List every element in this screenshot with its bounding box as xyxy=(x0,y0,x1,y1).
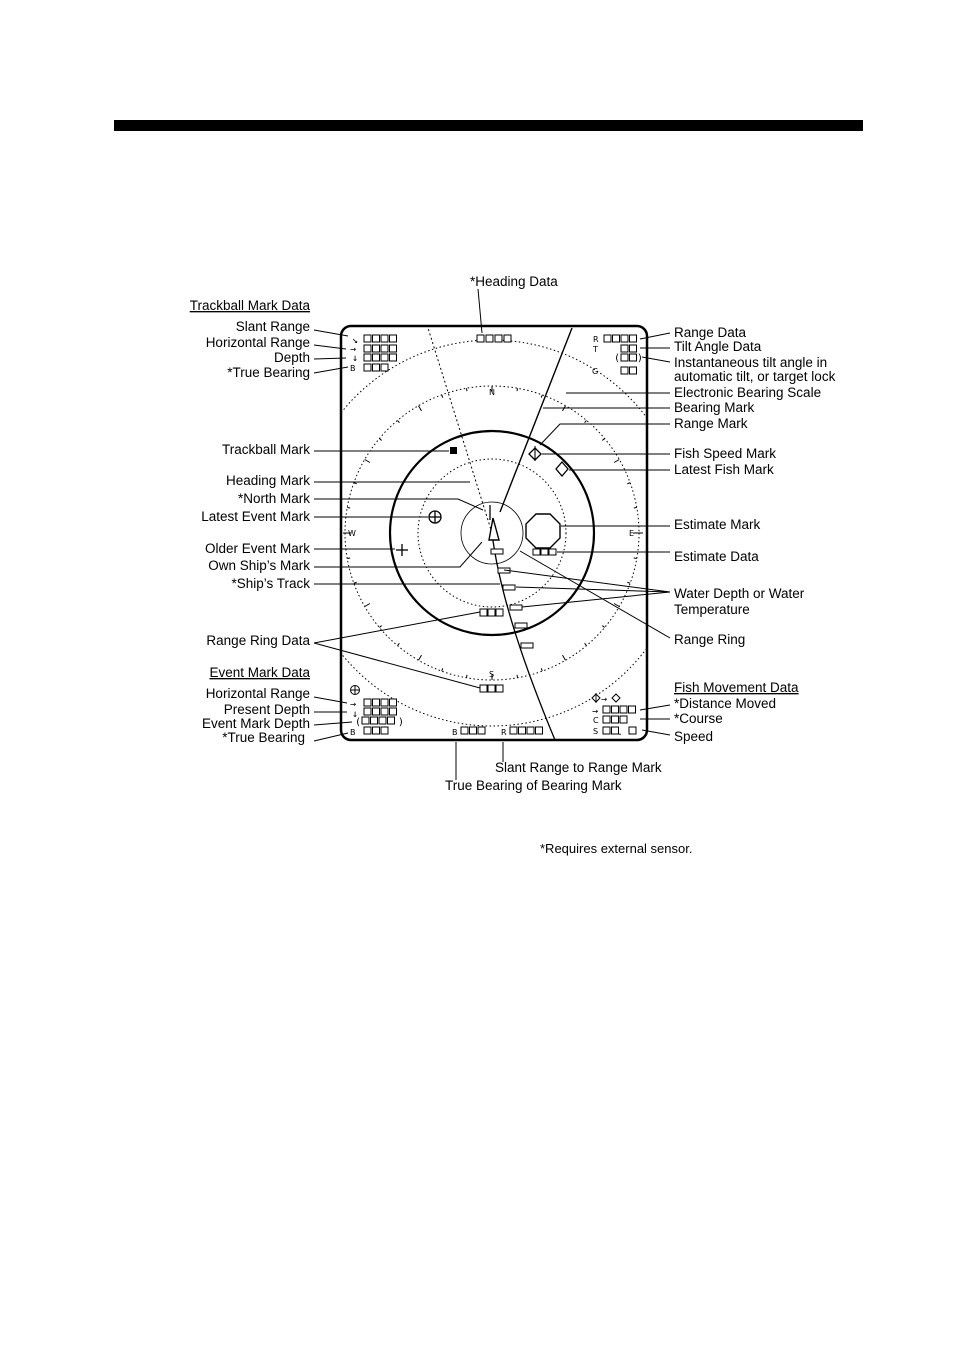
digit-box xyxy=(461,727,468,734)
digit-box xyxy=(364,708,371,715)
digit-box xyxy=(381,699,388,706)
depth-label: Depth xyxy=(273,350,310,365)
bearing-mark-label: Bearing Mark xyxy=(674,400,755,415)
digit-box xyxy=(620,706,627,713)
slant-range-to-range-mark-label: Slant Range to Range Mark xyxy=(495,760,662,775)
latest-event-mark-label: Latest Event Mark xyxy=(201,509,310,524)
digit-box xyxy=(630,354,637,361)
digit-box xyxy=(381,335,388,342)
svg-text:B: B xyxy=(350,364,356,373)
digit-box xyxy=(603,727,610,734)
digit-box xyxy=(629,706,636,713)
trackball-mark-data-heading: Trackball Mark Data xyxy=(189,298,310,313)
svg-text:T: T xyxy=(593,345,598,354)
event-true-bearing-label: *True Bearing xyxy=(222,730,305,745)
digit-box xyxy=(613,335,620,342)
digit-box xyxy=(630,367,637,374)
digit-box xyxy=(390,335,397,342)
digit-box xyxy=(621,335,628,342)
svg-text:): ) xyxy=(637,353,644,364)
heading-mark-label: Heading Mark xyxy=(225,473,310,488)
present-depth-label: Present Depth xyxy=(223,702,310,717)
older-event-mark-label: Older Event Mark xyxy=(204,541,310,556)
svg-text:↘: ↘ xyxy=(352,335,359,346)
svg-text:B: B xyxy=(452,728,458,737)
digit-box xyxy=(510,727,517,734)
digit-box xyxy=(373,708,380,715)
svg-text:.: . xyxy=(617,727,624,738)
east-letter: E xyxy=(629,529,635,538)
digit-box xyxy=(390,354,397,361)
digit-box xyxy=(381,708,388,715)
water-depth-label-2: Temperature xyxy=(674,602,750,617)
estimate-data-label: Estimate Data xyxy=(674,549,759,564)
event-mark-depth-label: Event Mark Depth xyxy=(201,716,310,731)
slant-range-label: Slant Range xyxy=(235,319,310,334)
event-mark-data-heading: Event Mark Data xyxy=(209,665,310,680)
digit-box xyxy=(470,727,477,734)
svg-text:B: B xyxy=(350,728,356,737)
digit-box xyxy=(390,699,397,706)
north-mark-label: *North Mark xyxy=(237,491,310,506)
estimate-mark xyxy=(526,514,560,548)
bearing-tick xyxy=(466,675,467,678)
digit-box xyxy=(612,716,619,723)
digit-box xyxy=(478,727,485,734)
digit-box xyxy=(519,727,526,734)
digit-box xyxy=(536,727,543,734)
digit-box xyxy=(603,716,610,723)
horizontal-range-label: Horizontal Range xyxy=(205,335,310,350)
digit-box xyxy=(364,727,371,734)
svg-text:→: → xyxy=(601,694,608,705)
digit-box xyxy=(620,716,627,723)
digit-box xyxy=(381,727,388,734)
event-horizontal-range-label: Horizontal Range xyxy=(205,686,310,701)
heading-data-label: *Heading Data xyxy=(470,274,558,289)
svg-text:(: ( xyxy=(614,353,621,364)
range-ring-data-label: Range Ring Data xyxy=(206,633,310,648)
ships-track-label: *Ship’s Track xyxy=(231,576,310,591)
digit-box xyxy=(364,364,371,371)
fish-movement-data-heading: Fish Movement Data xyxy=(674,680,799,695)
digit-box xyxy=(373,727,380,734)
svg-text:↓: ↓ xyxy=(352,709,359,720)
digit-box xyxy=(364,345,371,352)
speed-label: Speed xyxy=(674,729,714,744)
digit-box xyxy=(373,354,380,361)
bearing-tick xyxy=(466,388,467,391)
latest-fish-mark-label: Latest Fish Mark xyxy=(674,462,774,477)
west-letter: W xyxy=(348,529,356,538)
ebs-label: Electronic Bearing Scale xyxy=(674,385,822,400)
digit-box xyxy=(603,706,610,713)
bearing-tick xyxy=(347,507,350,508)
digit-box xyxy=(629,727,636,734)
digit-box xyxy=(621,345,628,352)
digit-box xyxy=(604,335,611,342)
bearing-tick xyxy=(634,507,637,508)
digit-box xyxy=(373,699,380,706)
svg-text:S: S xyxy=(593,727,599,736)
svg-text:(: ( xyxy=(355,717,362,728)
true-bearing-of-bearing-mark-label: True Bearing of Bearing Mark xyxy=(445,778,622,793)
digit-box xyxy=(381,364,388,371)
left-labels xyxy=(190,298,311,745)
svg-text:R: R xyxy=(501,728,507,737)
north-letter: N xyxy=(489,388,495,397)
svg-text:→: → xyxy=(592,706,599,717)
range-data-label: Range Data xyxy=(674,325,747,340)
digit-box xyxy=(612,706,619,713)
digit-box xyxy=(381,354,388,361)
digit-box xyxy=(373,335,380,342)
estimate-data xyxy=(533,549,556,555)
digit-box xyxy=(621,367,628,374)
digit-box xyxy=(364,354,371,361)
digit-box xyxy=(373,364,380,371)
instantaneous-tilt-label-1: Instantaneous tilt angle in xyxy=(674,355,828,370)
range-ring-data-1 xyxy=(480,609,503,616)
digit-box xyxy=(362,717,369,724)
course-label: *Course xyxy=(674,711,723,726)
digit-box xyxy=(373,345,380,352)
range-mark-label: Range Mark xyxy=(674,416,748,431)
svg-text:↓: ↓ xyxy=(352,353,359,364)
ebs-g-letter: G xyxy=(592,367,599,376)
digit-box xyxy=(364,699,371,706)
instantaneous-tilt-label-2: automatic tilt, or target lock xyxy=(674,369,836,384)
bearing-tick xyxy=(517,388,518,391)
trackball-mark xyxy=(450,447,457,454)
latest-event-mark xyxy=(429,511,441,523)
water-depth-label-1: Water Depth or Water xyxy=(674,586,805,601)
tilt-angle-data-label: Tilt Angle Data xyxy=(674,339,762,354)
bearing-tick xyxy=(347,558,350,559)
bearing-tick xyxy=(634,558,637,559)
digit-box xyxy=(390,708,397,715)
digit-box xyxy=(621,354,628,361)
fish-speed-mark-label: Fish Speed Mark xyxy=(674,446,777,461)
svg-text:R: R xyxy=(593,335,599,344)
svg-text:C: C xyxy=(593,716,599,725)
svg-text:): ) xyxy=(398,717,405,728)
right-labels xyxy=(674,325,836,744)
digit-box xyxy=(630,335,637,342)
digit-box xyxy=(527,727,534,734)
distance-moved-label: *Distance Moved xyxy=(674,696,777,711)
trackball-mark-label: Trackball Mark xyxy=(221,442,310,457)
digit-box xyxy=(630,345,637,352)
svg-text:→: → xyxy=(350,344,357,355)
svg-text:→: → xyxy=(350,699,357,710)
digit-box xyxy=(388,717,395,724)
range-ring-label: Range Ring xyxy=(674,632,746,647)
digit-box xyxy=(364,335,371,342)
bearing-tick xyxy=(517,675,518,678)
digit-box xyxy=(390,345,397,352)
digit-box xyxy=(381,345,388,352)
true-bearing-label: *True Bearing xyxy=(227,365,310,380)
digit-box xyxy=(371,717,378,724)
own-ships-mark-label: Own Ship’s Mark xyxy=(208,558,310,573)
footnote: *Requires external sensor. xyxy=(540,841,693,856)
range-ring-data-2 xyxy=(480,685,503,692)
south-letter: S xyxy=(489,670,495,679)
digit-box xyxy=(379,717,386,724)
estimate-mark-label: Estimate Mark xyxy=(674,517,761,532)
